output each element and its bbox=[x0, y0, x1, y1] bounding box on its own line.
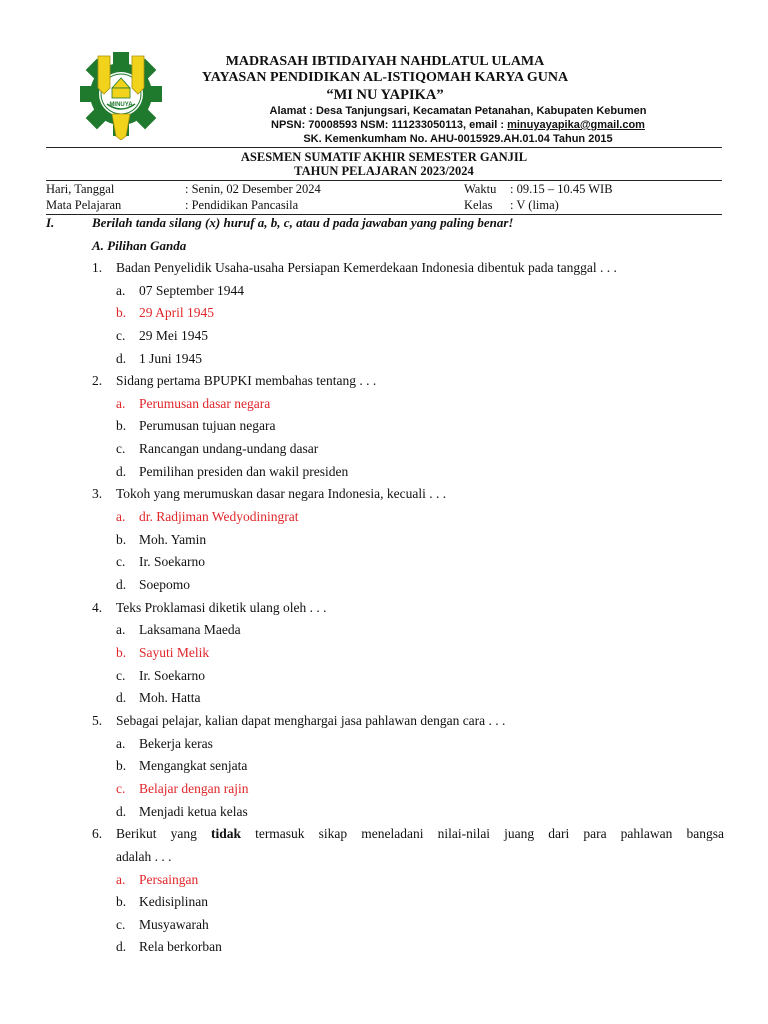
question-3: 3. Tokoh yang merumuskan dasar negara Indonesia, kecuali . . . bbox=[92, 486, 447, 501]
option-6c[interactable]: c. Musyawarah bbox=[116, 917, 209, 932]
instructions-text: Berilah tanda silang (x) huruf a, b, c, atau d pada jawaban yang paling benar! bbox=[92, 215, 514, 230]
option-1d[interactable]: d. 1 Juni 1945 bbox=[116, 351, 203, 366]
section-title: A. Pilihan Ganda bbox=[92, 238, 187, 253]
option-1b[interactable]: b. 29 April 1945 bbox=[116, 305, 215, 320]
school-logo bbox=[80, 48, 162, 140]
question-5: 5. Sebagai pelajar, kalian dapat menghargai jasa pahlawan dengan cara . . . bbox=[92, 713, 506, 728]
header-divider bbox=[46, 147, 722, 148]
option-4b[interactable]: b. Sayuti Melik bbox=[116, 645, 210, 660]
option-6a[interactable]: a. Persaingan bbox=[116, 872, 199, 887]
logo-text: MINUYA bbox=[109, 102, 133, 108]
question-4: 4. Teks Proklamasi diketik ulang oleh . . . bbox=[92, 600, 327, 615]
title-divider bbox=[46, 180, 722, 181]
option-1a[interactable]: a. 07 September 1944 bbox=[116, 283, 244, 298]
exam-year: TAHUN PELAJARAN 2023/2024 bbox=[294, 164, 474, 178]
option-5b[interactable]: b. Mengangkat senjata bbox=[116, 758, 248, 773]
school-name: MADRASAH IBTIDAIYAH NAHDLATUL ULAMA bbox=[225, 54, 545, 69]
school-address: Alamat : Desa Tanjungsari, Kecamatan Petanahan, Kabupaten Kebumen bbox=[269, 105, 647, 117]
time-value: : 09.15 – 10.45 WIB bbox=[510, 182, 613, 196]
npsn-text: NPSN: 70008593 NSM: 111233050113, email : bbox=[271, 119, 508, 131]
date-label: Hari, Tanggal bbox=[46, 182, 115, 196]
option-4c[interactable]: c. Ir. Soekarno bbox=[116, 668, 205, 683]
question-6-emphasis: tidak bbox=[210, 826, 241, 841]
option-2b[interactable]: b. Perumusan tujuan negara bbox=[116, 418, 276, 433]
option-2a[interactable]: a. Perumusan dasar negara bbox=[116, 396, 271, 411]
subject-label: Mata Pelajaran bbox=[46, 198, 122, 212]
foundation-name: YAYASAN PENDIDIKAN AL-ISTIQOMAH KARYA GUNA bbox=[201, 70, 569, 85]
date-value: : Senin, 02 Desember 2024 bbox=[185, 182, 321, 196]
class-value: : V (lima) bbox=[510, 198, 559, 212]
subject-value: : Pendidikan Pancasila bbox=[185, 198, 299, 212]
sk-number: SK. Kemenkumham No. AHU-0015929.AH.01.04 Tahun 2015 bbox=[303, 133, 613, 145]
exam-title: ASESMEN SUMATIF AKHIR SEMESTER GANJIL bbox=[240, 150, 528, 164]
instructions bbox=[46, 215, 514, 231]
school-short-name: “MI NU YAPIKA” bbox=[326, 87, 444, 103]
option-5c[interactable]: c. Belajar dengan rajin bbox=[116, 781, 249, 796]
option-3b[interactable]: b. Moh. Yamin bbox=[116, 532, 207, 547]
option-5d[interactable]: d. Menjadi ketua kelas bbox=[116, 804, 248, 819]
option-6d[interactable]: d. Rela berkorban bbox=[116, 939, 222, 954]
time-label: Waktu bbox=[464, 182, 497, 196]
option-2d[interactable]: d. Pemilihan presiden dan wakil presiden bbox=[116, 464, 349, 479]
option-3c[interactable]: c. Ir. Soekarno bbox=[116, 554, 205, 569]
question-2: 2. Sidang pertama BPUPKI membahas tentang . . . bbox=[92, 373, 377, 388]
option-4a[interactable]: a. Laksamana Maeda bbox=[116, 622, 241, 637]
question-1: 1. Badan Penyelidik Usaha-usaha Persiapan Kemerdekaan Indonesia dibentuk pada tanggal . . . bbox=[92, 260, 617, 275]
question-6: 6. Berikut yang tidak termasuk sikap meneladani nilai-nilai juang dari para pahlawan bangsa bbox=[92, 826, 724, 841]
email-link[interactable]: minuyayapika@gmail.com bbox=[507, 119, 645, 131]
section-number: I. bbox=[46, 215, 55, 230]
option-3d[interactable]: d. Soepomo bbox=[116, 577, 191, 592]
option-4d[interactable]: d. Moh. Hatta bbox=[116, 690, 201, 705]
class-label: Kelas bbox=[464, 198, 493, 212]
school-registration bbox=[208, 119, 708, 131]
option-6b[interactable]: b. Kedisiplinan bbox=[116, 894, 208, 909]
option-2c[interactable]: c. Rancangan undang-undang dasar bbox=[116, 441, 319, 456]
question-6-continued: adalah . . . bbox=[116, 849, 172, 864]
option-5a[interactable]: a. Bekerja keras bbox=[116, 736, 213, 751]
option-1c[interactable]: c. 29 Mei 1945 bbox=[116, 328, 208, 343]
option-3a[interactable]: a. dr. Radjiman Wedyodiningrat bbox=[116, 509, 299, 524]
